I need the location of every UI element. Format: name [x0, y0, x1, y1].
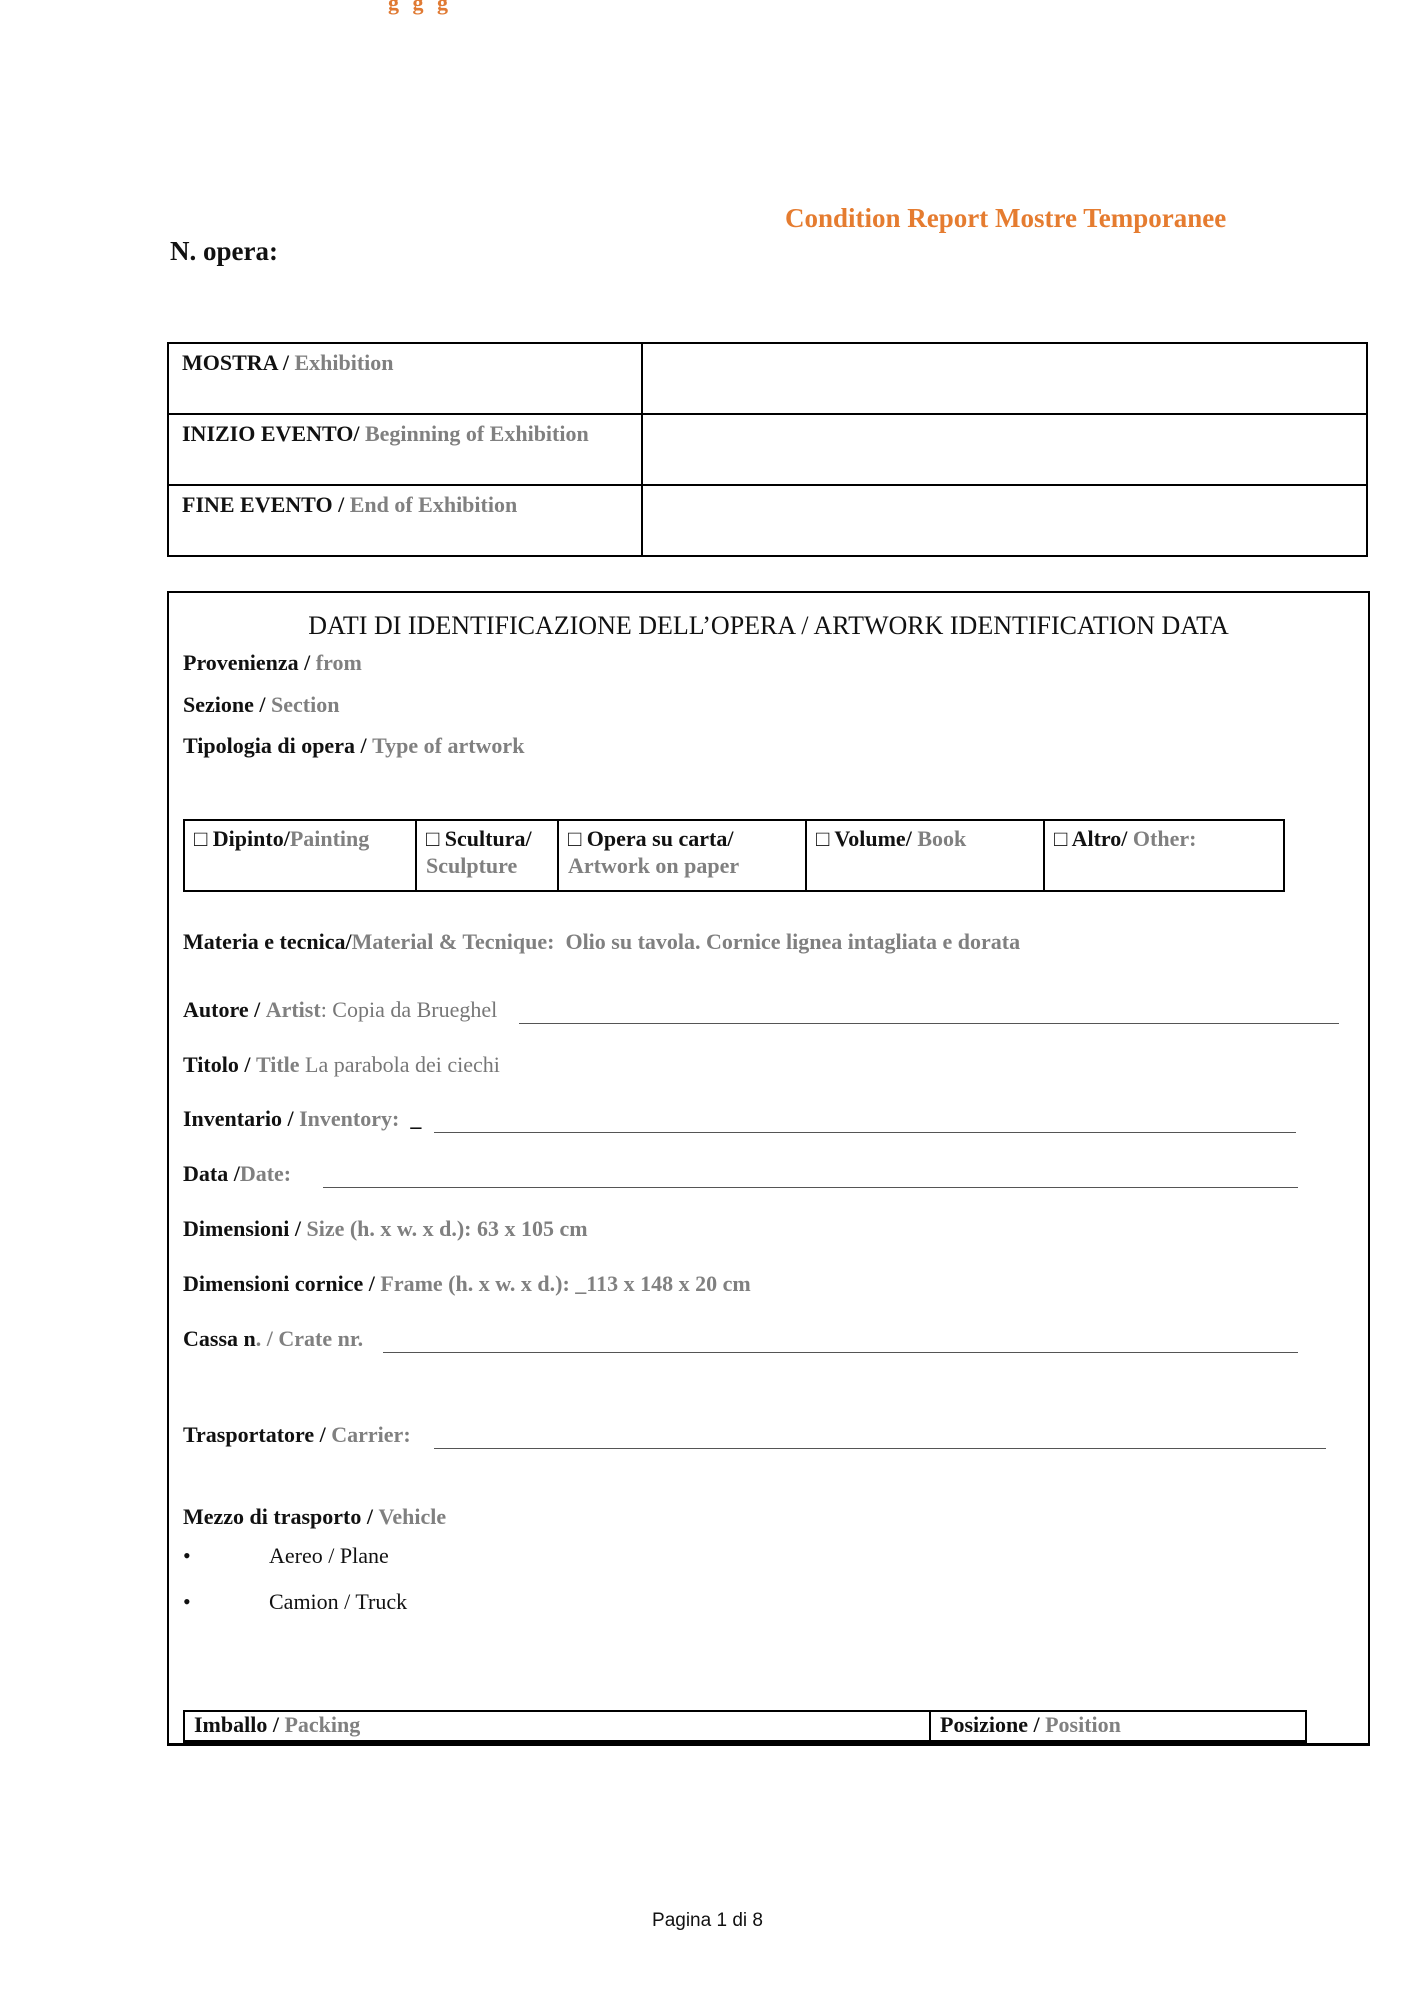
inventario-underline[interactable] — [434, 1132, 1296, 1133]
titolo-field: Titolo / Title La parabola dei ciechi — [183, 1052, 500, 1077]
table-row — [168, 485, 1367, 556]
bullet-icon: • — [183, 1543, 191, 1568]
cassa-underline[interactable] — [383, 1352, 1298, 1353]
type-sculpture-option[interactable]: □ Scultura/ Sculpture — [416, 820, 558, 891]
identification-section — [167, 591, 1370, 1746]
titolo-value: La parabola dei ciechi — [305, 1052, 500, 1077]
type-painting-option[interactable]: □ Dipinto/Painting — [184, 820, 416, 891]
table-row — [168, 414, 1367, 485]
table-row — [184, 820, 1284, 891]
provenienza-field: Provenienza / from — [183, 650, 362, 675]
dimensioni-value: 63 x 105 cm — [476, 1216, 588, 1241]
opera-number-label: N. opera: — [170, 236, 278, 266]
section-title: DATI DI IDENTIFICAZIONE DELL’OPERA / ARTWORK IDENTIFICATION DATA — [308, 611, 1229, 640]
materia-value: Olio su tavola. Cornice lignea intagliata e dorata — [565, 929, 1021, 954]
autore-field: Autore / Artist: Copia da Brueghel — [183, 997, 498, 1022]
tipologia-field: Tipologia di opera / Type of artwork — [183, 733, 525, 758]
sezione-field: Sezione / Section — [183, 692, 340, 717]
type-book-option[interactable]: □ Volume/ Book — [806, 820, 1044, 891]
inventario-field: Inventario / Inventory: _ — [183, 1106, 422, 1131]
trasportatore-field: Trasportatore / Carrier: — [183, 1422, 411, 1447]
materia-field: Materia e tecnica/Material & Tecnique: Olio su tavola. Cornice lignea intagliata e dorata — [183, 929, 1021, 954]
beginning-label: INIZIO EVENTO/ Beginning of Exhibition — [168, 414, 642, 485]
exhibition-value[interactable] — [642, 343, 1367, 414]
cassa-field: Cassa n. / Crate nr. — [183, 1326, 364, 1351]
exhibition-label: MOSTRA / Exhibition — [168, 343, 642, 414]
report-title: Condition Report Mostre Temporanee — [785, 203, 1227, 233]
packing-header: Imballo / Packing — [184, 1711, 930, 1742]
position-header: Posizione / Position — [930, 1711, 1306, 1742]
end-label: FINE EVENTO / End of Exhibition — [168, 485, 642, 556]
inventario-value: _ — [410, 1106, 422, 1131]
mezzo-field: Mezzo di trasporto / Vehicle — [183, 1504, 447, 1529]
end-value[interactable] — [642, 485, 1367, 556]
top-fragment: g g g — [388, 0, 452, 15]
autore-underline[interactable] — [519, 1023, 1339, 1024]
vehicle-plane-option[interactable]: Aereo / Plane — [269, 1543, 389, 1568]
type-other-option[interactable]: □ Altro/ Other: — [1044, 820, 1284, 891]
type-paper-option[interactable]: □ Opera su carta/ Artwork on paper — [558, 820, 806, 891]
beginning-value[interactable] — [642, 414, 1367, 485]
table-row — [184, 1711, 1306, 1742]
trasportatore-underline[interactable] — [434, 1448, 1326, 1449]
exhibition-table — [167, 342, 1368, 557]
cornice-value: _113 x 148 x 20 cm — [575, 1271, 751, 1296]
packing-table — [183, 1710, 1307, 1743]
vehicle-truck-option[interactable]: Camion / Truck — [269, 1589, 408, 1614]
page-number: Pagina 1 di 8 — [652, 1910, 763, 1931]
data-field: Data /Date: — [183, 1161, 292, 1186]
dimensioni-field: Dimensioni / Size (h. x w. x d.): 63 x 105 cm — [183, 1216, 588, 1241]
data-underline[interactable] — [323, 1187, 1298, 1188]
bullet-icon: • — [183, 1589, 191, 1614]
autore-value: : Copia da Brueghel — [320, 997, 498, 1022]
table-row — [168, 343, 1367, 414]
cornice-field: Dimensioni cornice / Frame (h. x w. x d.): _113 x 148 x 20 cm — [183, 1271, 751, 1296]
artwork-type-table — [183, 819, 1285, 892]
